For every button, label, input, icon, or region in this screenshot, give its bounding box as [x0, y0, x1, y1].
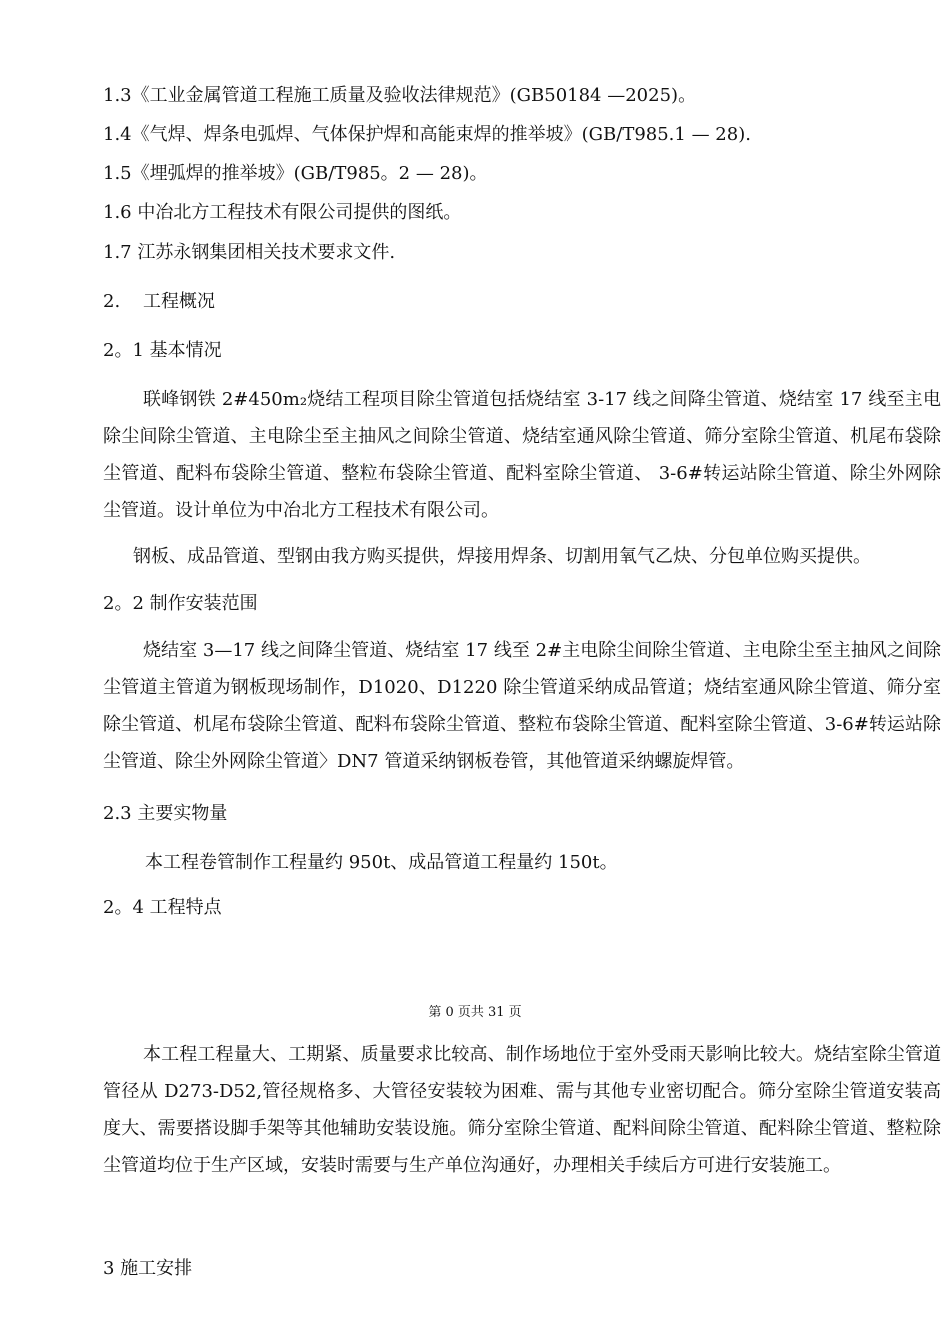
reference-item-1-6: 1.6 中冶北方工程技术有限公司提供的图纸。 [103, 202, 462, 223]
section-heading-2: 2. 工程概况 [103, 291, 216, 312]
paragraph-scope: 烧结室 3—17 线之间降尘管道、烧结室 17 线至 2#主电除尘间除尘管道、主电除尘至主抽风之间除尘管道主管道为钢板现场制作，D1020、D1220 除尘管道采纳成品管道；烧结室通风除尘管道、筛分室除尘管道、机尾布袋除尘管道、配料布袋除尘管道、整粒布袋除尘管道、配料室除尘管道、3-6#转运站除尘管道、除尘外网除尘管道〉DN7 管道采纳钢板卷管，其他管道采纳螺旋焊管。 [103, 640, 941, 772]
paragraph-features: 本工程工程量大、工期紧、质量要求比较高、制作场地位于室外受雨天影响比较大。烧结室除尘管道管径从 D273-D52,管径规格多、大管径安装较为困难、需与其他专业密切配合。筛分室除尘管道安装高度大、需要搭设脚手架等其他辅助安装设施。筛分室除尘管道、配料间除尘管道、配料除尘管道、整粒除尘管道均位于生产区域，安装时需要与生产单位沟通好，办理相关手续后方可进行安装施工。 [103, 1044, 941, 1176]
subsection-heading-2-2: 2。2 制作安装范围 [103, 593, 258, 614]
page-footer: 第 0 页共 31 页 [428, 1005, 522, 1020]
paragraph-basic-info: 联峰钢铁 2#450m₂烧结工程项目除尘管道包括烧结室 3-17 线之间降尘管道、烧结室 17 线至主电除尘间除尘管道、主电除尘至主抽风之间除尘管道、烧结室通风除尘管道、筛分室除尘管道、机尾布袋除尘管道、配料布袋除尘管道、整粒布袋除尘管道、配料室除尘管道、 3-6#转运站除尘管道、除尘外网除尘管道。设计单位为中冶北方工程技术有限公司。 [103, 389, 941, 521]
reference-item-1-5: 1.5《埋弧焊的推举坡》(GB/T985。2 — 28)。 [103, 163, 488, 184]
paragraph-quantity: 本工程卷管制作工程量约 950t、成品管道工程量约 150t。 [145, 852, 618, 873]
paragraph-supply-note: 钢板、成品管道、型钢由我方购买提供，焊接用焊条、切割用氧气乙炔、分包单位购买提供。 [133, 546, 871, 567]
subsection-heading-2-3: 2.3 主要实物量 [103, 803, 228, 824]
subsection-heading-2-1: 2。1 基本情况 [103, 340, 222, 361]
section-heading-3: 3 施工安排 [103, 1258, 193, 1279]
reference-item-1-3: 1.3《工业金属管道工程施工质量及验收法律规范》(GB50184 —2025)。 [103, 85, 697, 106]
reference-item-1-7: 1.7 江苏永钢集团相关技术要求文件. [103, 242, 396, 263]
reference-item-1-4: 1.4《气焊、焊条电弧焊、气体保护焊和高能束焊的推举坡》(GB/T985.1 — 28). [103, 124, 751, 145]
subsection-heading-2-4: 2。4 工程特点 [103, 897, 222, 918]
